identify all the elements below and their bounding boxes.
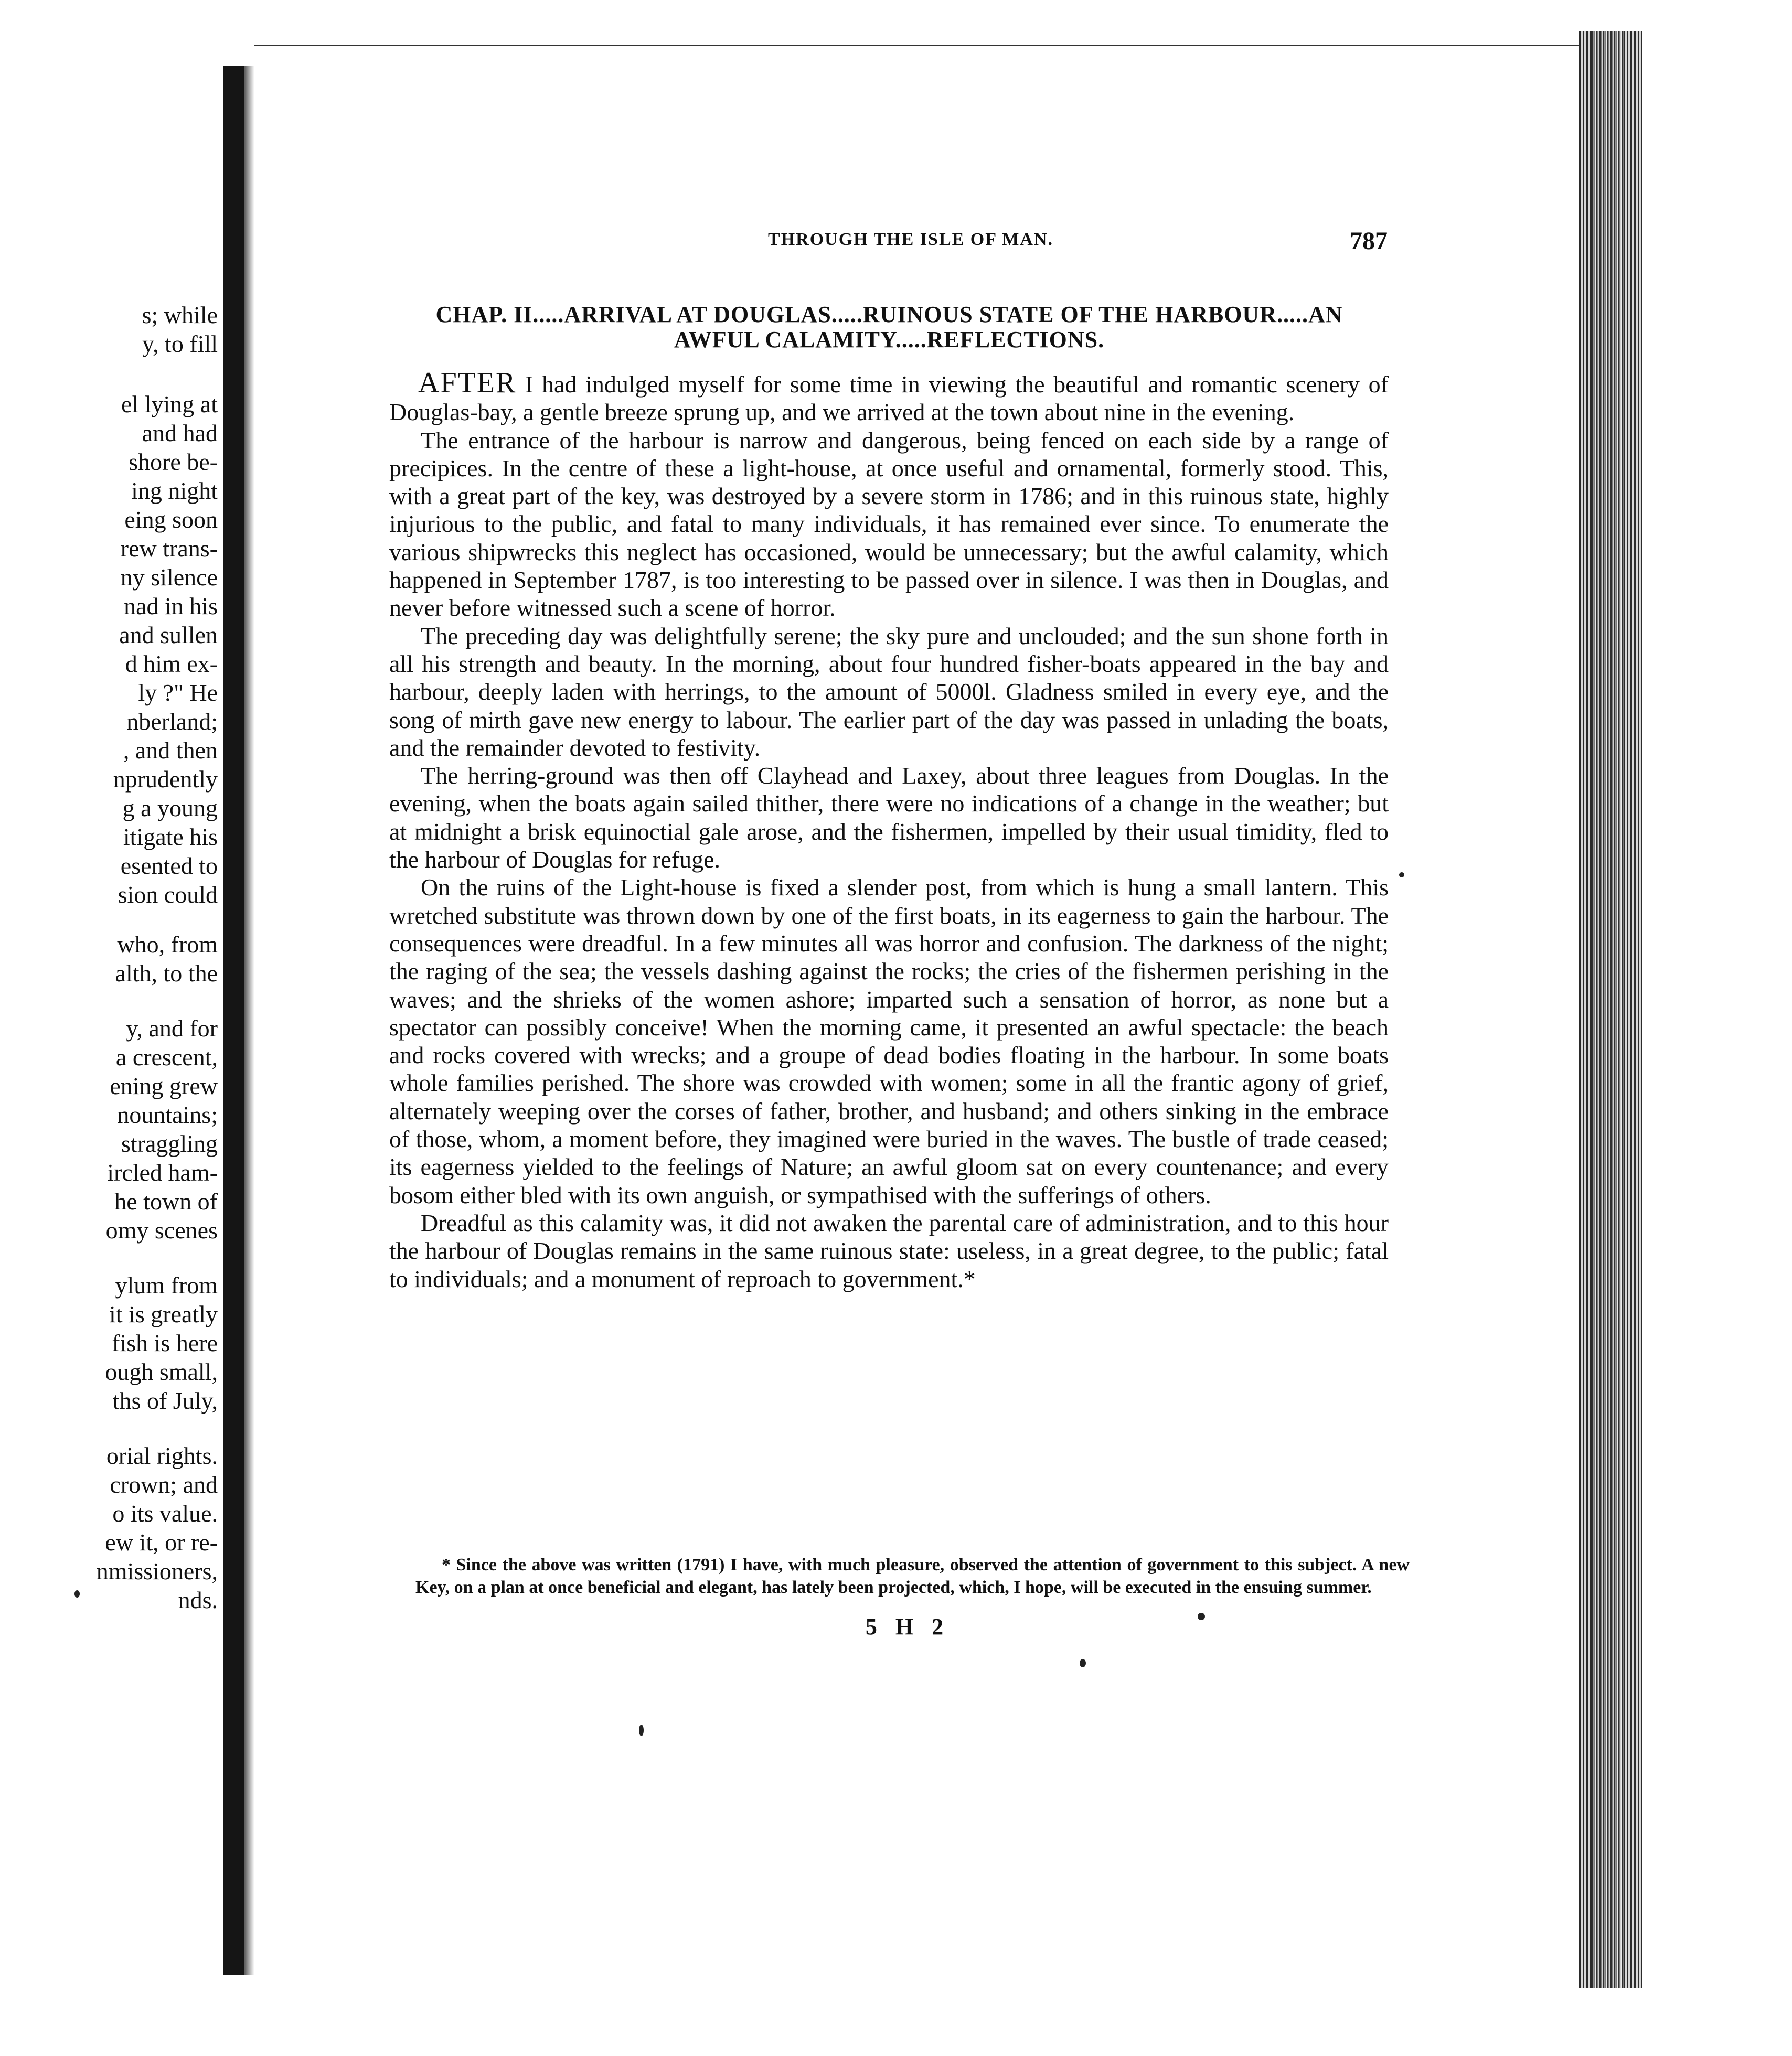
left-page-line-fragment: he town of [114, 1188, 218, 1215]
scan-speck [1198, 1613, 1205, 1620]
paragraph-5: On the ruins of the Light-house is fixed a slender post, from which is hung a small lantern. This wretched substitute was thrown down by one of the first boats, in its eagerness to gain the harbour. The consequences were dreadful. In a few minutes all was horror and confusion. The darkness of the night; the raging of the sea; the vessels dashing against the rocks; the cries of the fishermen perishing in the waves; and the shrieks of the women ashore; imparted such a sensation of horror, as none but a spectator can possibly conceive! When the morning came, it presented an awful spectacle: the beach and rocks covered with wrecks; and a groupe of dead bodies floating in the harbour. In some boats whole families perished. The shore was crowded with women; some in all the frantic agony of grief, alternately weeping over the corses of father, brother, and husband; and others sinking in the embrace of those, whom, a moment before, they imagined were buried in the waves. The bustle of trade ceased; its eagerness yielded to the feelings of Nature; an awful gloom sat on every countenance; and every bosom either bled with its own anguish, or sympathised with the sufferings of others. [389, 874, 1389, 1208]
left-page-line-fragment: eing soon [124, 506, 218, 533]
left-page-line-fragment: rew trans- [120, 535, 218, 562]
left-page-line-fragment: o its value. [112, 1500, 218, 1527]
paragraph-1 [389, 369, 1389, 426]
left-page-line-fragment: ircled ham- [107, 1159, 218, 1186]
left-page [0, 67, 223, 1961]
left-page-line-fragment: straggling [121, 1130, 218, 1157]
left-page-line-fragment: nds. [178, 1587, 218, 1613]
page-edges-detail [1592, 31, 1624, 1988]
left-page-line-fragment: shore be- [129, 448, 218, 475]
page-number: 787 [1350, 227, 1388, 255]
left-page-line-fragment: ths of July, [112, 1387, 218, 1414]
left-page-line-fragment: orial rights. [106, 1442, 218, 1469]
left-page-line-fragment: el lying at [121, 391, 218, 417]
left-page-line-fragment: g a young [122, 795, 218, 821]
paragraph-lead-word: AFTER [418, 367, 517, 399]
left-page-line-fragment: a crescent, [115, 1044, 218, 1070]
body-text [389, 369, 1389, 1293]
paragraph-2: The entrance of the harbour is narrow and dangerous, being fenced on each side by a range of precipices. In the centre of these a light-house, at once useful and ornamental, formerly stood. This, with a great part of the key, was destroyed by a severe storm in 1786; and in this ruinous state, highly injurious to the public, and fatal to many individuals, it has remained ever since. To enumerate the various shipwrecks this neglect has occasioned, would be unnecessary; but the awful calamity, which happened in September 1787, is too interesting to be passed over in silence. I was then in Douglas, and never before witnessed such a scene of horror. [389, 426, 1389, 622]
scan-speck [74, 1590, 80, 1598]
left-page-line-fragment: d him ex- [125, 650, 218, 677]
signature-mark: 5 H 2 [865, 1614, 950, 1640]
left-page-line-fragment: y, and for [126, 1015, 218, 1042]
left-page-line-fragment: ny silence [120, 564, 218, 591]
paragraph-6: Dreadful as this calamity was, it did not awaken the parental care of administration, and to this hour the harbour of Douglas remains in the same ruinous state: useless, in a great degree, to the public; fatal to individuals; and a monument of reproach to government.* [389, 1209, 1389, 1292]
gutter-shadow [244, 66, 254, 1975]
running-head: THROUGH THE ISLE OF MAN. [768, 230, 1053, 249]
scan-speck [1080, 1659, 1086, 1667]
book-gutter [223, 66, 244, 1975]
chapter-heading-line-1: CHAP. II.....ARRIVAL AT DOUGLAS.....RUINOUS STATE OF THE HARBOUR.....AN [435, 302, 1343, 327]
left-page-line-fragment: and had [142, 420, 218, 446]
left-page-line-fragment: who, from [117, 931, 218, 958]
left-page-line-fragment: nprudently [113, 766, 218, 793]
left-page-line-fragment: ew it, or re- [105, 1529, 218, 1556]
left-page-line-fragment: nmissioners, [96, 1558, 218, 1584]
left-page-line-fragment: fish is here [112, 1330, 218, 1356]
left-page-line-fragment: nountains; [117, 1101, 218, 1128]
paragraph-1-text: I had indulged myself for some time in viewing the beautiful and romantic scenery of Douglas-bay, a gentle breeze sprung up, and we arrived at the town about nine in the evening. [389, 371, 1389, 426]
left-page-line-fragment: itigate his [123, 823, 218, 850]
left-page-line-fragment: it is greatly [109, 1301, 218, 1327]
left-page-line-fragment: nad in his [124, 593, 218, 619]
left-page-line-fragment: ening grew [110, 1073, 218, 1099]
left-page-line-fragment: nberland; [126, 708, 218, 735]
left-page-line-fragment: ylum from [115, 1272, 218, 1299]
scan-speck [1399, 872, 1404, 877]
left-page-line-fragment: alth, to the [115, 960, 218, 987]
left-page-line-fragment: ing night [131, 477, 218, 504]
left-page-line-fragment: s; while [142, 302, 218, 328]
footnote-text: * Since the above was written (1791) I have, with much pleasure, observed the attention of government to this subject. A new Key, on a plan at once beneficial and elegant, has lately been projected, which, I hope, will be executed in the ensuing summer. [415, 1555, 1410, 1597]
left-page-line-fragment: esented to [120, 852, 218, 879]
left-page-line-fragment: ough small, [105, 1358, 218, 1385]
scan-speck [639, 1725, 644, 1736]
left-page-line-fragment: crown; and [110, 1471, 218, 1498]
left-page-line-fragment: omy scenes [105, 1217, 218, 1244]
paragraph-4: The herring-ground was then off Clayhead and Laxey, about three leagues from Douglas. In the evening, when the boats again sailed thither, there were no indications of a change in the weather; but at midnight a brisk equinoctial gale arose, and the fishermen, impelled by their usual timidity, fled to the harbour of Douglas for refuge. [389, 762, 1389, 873]
left-page-line-fragment: and sullen [119, 622, 218, 648]
left-page-line-fragment: ly ?" He [138, 679, 218, 706]
left-page-line-fragment: sion could [118, 881, 218, 908]
chapter-heading-line-2: AWFUL CALAMITY.....REFLECTIONS. [674, 327, 1105, 352]
left-page-line-fragment: y, to fill [142, 330, 218, 357]
left-page-line-fragment: , and then [123, 737, 218, 764]
paragraph-3: The preceding day was delightfully serene; the sky pure and unclouded; and the sun shone forth in all his strength and beauty. In the morning, about four hundred fisher-boats appeared in the bay and harbour, deeply laden with herrings, to the amount of 5000l. Gladness smiled in every eye, and the song of mirth gave new energy to labour. The earlier part of the day was passed in unlading the boats, and the remainder devoted to festivity. [389, 622, 1389, 761]
footnote [415, 1554, 1410, 1599]
chapter-heading [388, 302, 1390, 352]
